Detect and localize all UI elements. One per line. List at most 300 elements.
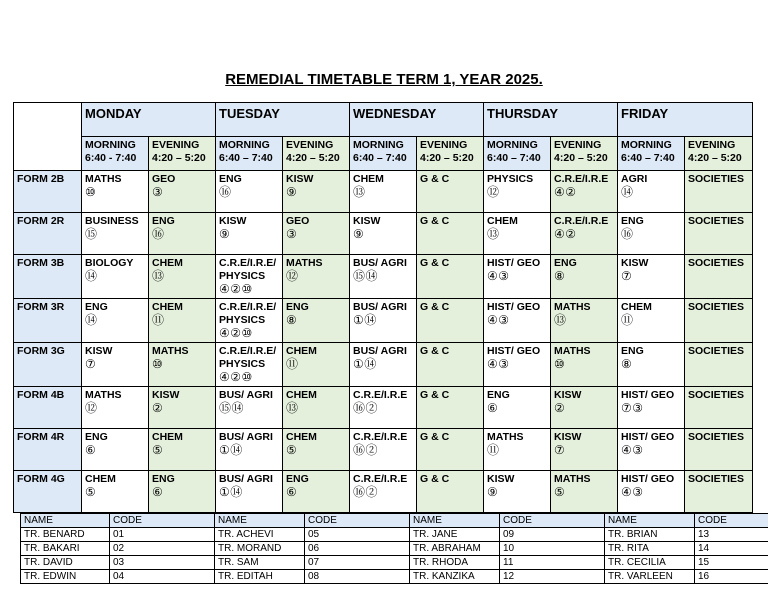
teacher-codes: ⑩ <box>554 357 566 371</box>
evening-lesson-cell <box>283 387 350 429</box>
timetable-row <box>14 471 753 513</box>
day-header-row <box>14 103 753 137</box>
teacher-codes: ⑮ <box>85 227 98 241</box>
legend-name-header: NAME <box>21 514 110 528</box>
morning-lesson-cell <box>618 471 685 513</box>
teacher-codes: ③ <box>286 227 298 241</box>
subject-name: SOCIETIES <box>688 473 745 485</box>
subject-name: C.R.E/I.R.E <box>353 473 408 485</box>
morning-time: 6:40 - 7:40 <box>85 152 137 164</box>
timetable-row <box>14 343 753 387</box>
timetable-row <box>14 255 753 299</box>
subject-name: SOCIETIES <box>688 389 745 401</box>
teacher-code: 14 <box>695 542 768 556</box>
morning-lesson-cell <box>82 213 149 255</box>
evening-lesson-cell <box>149 429 216 471</box>
teacher-codes: ⑥ <box>487 401 499 415</box>
morning-lesson-cell <box>350 343 417 387</box>
subject-name: PHYSICS <box>487 173 534 185</box>
subject-name: BUS/ AGRI <box>353 345 407 357</box>
teacher-codes: ⑬ <box>487 227 500 241</box>
morning-label: MORNING <box>621 139 672 151</box>
evening-lesson-cell <box>417 471 484 513</box>
teacher-codes: ⑪ <box>621 313 634 327</box>
subject-name: ENG <box>152 215 175 227</box>
subject-name: MATHS <box>85 173 122 185</box>
evening-lesson-cell <box>551 343 618 387</box>
evening-lesson-cell <box>551 213 618 255</box>
teacher-codes: ⑬ <box>353 185 366 199</box>
subject-name: ENG <box>554 257 577 269</box>
teacher-code: 13 <box>695 528 768 542</box>
evening-label: EVENING <box>554 139 602 151</box>
subject-name: HIST/ GEO <box>487 345 541 357</box>
teacher-code: 06 <box>305 542 410 556</box>
subject-name: G & C <box>420 173 450 185</box>
teacher-name: TR. BRIAN <box>605 528 695 542</box>
teacher-codes: ④②⑩ <box>219 370 253 384</box>
teacher-name: TR. EDITAH <box>215 570 305 584</box>
evening-lesson-cell <box>149 299 216 343</box>
day-thursday: THURSDAY <box>484 103 618 137</box>
evening-time: 4:20 – 5:20 <box>554 152 608 164</box>
morning-lesson-cell <box>618 429 685 471</box>
corner-cell <box>14 103 82 171</box>
legend-code-header: CODE <box>500 514 605 528</box>
subject-name: GEO <box>152 173 176 185</box>
evening-lesson-cell <box>417 171 484 213</box>
teacher-code: 01 <box>110 528 215 542</box>
morning-session-header <box>216 137 283 171</box>
subject-name: C.R.E/I.R.E <box>554 215 609 227</box>
day-friday: FRIDAY <box>618 103 753 137</box>
form-label: FORM 4G <box>14 471 82 513</box>
evening-lesson-cell <box>685 429 753 471</box>
teacher-codes: ⑯ <box>621 227 634 241</box>
morning-lesson-cell <box>82 429 149 471</box>
morning-lesson-cell <box>350 213 417 255</box>
evening-lesson-cell <box>149 213 216 255</box>
legend-header-row <box>21 514 768 528</box>
teacher-codes: ⑫ <box>286 269 299 283</box>
subject-name: G & C <box>420 389 450 401</box>
evening-lesson-cell <box>149 471 216 513</box>
morning-label: MORNING <box>85 139 136 151</box>
teacher-codes: ①⑭ <box>219 485 243 499</box>
session-header-row <box>14 137 753 171</box>
subject-name: G & C <box>420 473 450 485</box>
subject-name: G & C <box>420 431 450 443</box>
subject-name: C.R.E/I.R.E/ PHYSICS <box>219 301 277 326</box>
teacher-codes: ⑦③ <box>621 401 644 415</box>
morning-session-header <box>350 137 417 171</box>
teacher-codes: ④③ <box>487 357 510 371</box>
morning-session-header <box>618 137 685 171</box>
morning-lesson-cell <box>216 471 283 513</box>
evening-lesson-cell <box>149 387 216 429</box>
subject-name: MATHS <box>487 431 524 443</box>
subject-name: CHEM <box>286 431 317 443</box>
subject-name: SOCIETIES <box>688 345 745 357</box>
morning-lesson-cell <box>618 299 685 343</box>
morning-lesson-cell <box>350 387 417 429</box>
teacher-code: 15 <box>695 556 768 570</box>
teacher-code: 11 <box>500 556 605 570</box>
form-label: FORM 3B <box>14 255 82 299</box>
teacher-codes: ⑪ <box>152 313 165 327</box>
evening-lesson-cell <box>283 255 350 299</box>
teacher-codes: ⑩ <box>152 357 164 371</box>
teacher-name: TR. BENARD <box>21 528 110 542</box>
morning-lesson-cell <box>350 299 417 343</box>
evening-time: 4:20 – 5:20 <box>286 152 340 164</box>
subject-name: KISW <box>85 345 113 357</box>
teacher-codes: ④②⑩ <box>219 326 253 340</box>
timetable-row <box>14 429 753 471</box>
evening-lesson-cell <box>685 171 753 213</box>
subject-name: CHEM <box>152 301 183 313</box>
subject-name: HIST/ GEO <box>621 473 675 485</box>
teacher-codes: ⑯ <box>152 227 165 241</box>
teacher-codes: ⑯② <box>353 443 379 457</box>
teacher-name: TR. DAVID <box>21 556 110 570</box>
teacher-codes: ⑦ <box>621 269 633 283</box>
morning-lesson-cell <box>484 471 551 513</box>
subject-name: G & C <box>420 215 450 227</box>
teacher-codes: ④③ <box>487 269 510 283</box>
evening-lesson-cell <box>551 471 618 513</box>
teacher-code: 05 <box>305 528 410 542</box>
morning-lesson-cell <box>484 171 551 213</box>
teacher-name: TR. RHODA <box>410 556 500 570</box>
subject-name: SOCIETIES <box>688 173 745 185</box>
teacher-code: 03 <box>110 556 215 570</box>
teacher-codes: ④②⑩ <box>219 282 253 296</box>
legend-name-header: NAME <box>215 514 305 528</box>
teacher-codes: ④③ <box>621 443 644 457</box>
evening-lesson-cell <box>685 255 753 299</box>
subject-name: KISW <box>219 215 247 227</box>
teacher-codes: ⑯② <box>353 485 379 499</box>
morning-lesson-cell <box>484 213 551 255</box>
subject-name: BUS/ AGRI <box>219 389 273 401</box>
subject-name: G & C <box>420 345 450 357</box>
teacher-codes: ⑤ <box>286 443 298 457</box>
teacher-name: TR. ACHEVI <box>215 528 305 542</box>
morning-lesson-cell <box>82 343 149 387</box>
morning-time: 6:40 – 7:40 <box>219 152 273 164</box>
evening-lesson-cell <box>283 429 350 471</box>
teacher-codes: ⑧ <box>554 269 566 283</box>
evening-lesson-cell <box>685 299 753 343</box>
subject-name: C.R.E/I.R.E/ PHYSICS <box>219 345 277 370</box>
subject-name: GEO <box>286 215 310 227</box>
subject-name: KISW <box>152 389 180 401</box>
morning-lesson-cell <box>216 255 283 299</box>
morning-lesson-cell <box>484 255 551 299</box>
subject-name: ENG <box>219 173 242 185</box>
subject-name: MATHS <box>554 345 591 357</box>
teacher-codes: ⑯② <box>353 401 379 415</box>
teacher-codes: ③ <box>152 185 164 199</box>
teacher-code: 10 <box>500 542 605 556</box>
legend-row <box>21 570 768 584</box>
evening-lesson-cell <box>417 343 484 387</box>
subject-name: ENG <box>85 431 108 443</box>
teacher-codes: ⑯ <box>219 185 232 199</box>
morning-lesson-cell <box>216 429 283 471</box>
morning-time: 6:40 – 7:40 <box>353 152 407 164</box>
teacher-code: 08 <box>305 570 410 584</box>
evening-lesson-cell <box>685 343 753 387</box>
subject-name: MATHS <box>286 257 323 269</box>
subject-name: SOCIETIES <box>688 301 745 313</box>
subject-name: G & C <box>420 301 450 313</box>
morning-time: 6:40 – 7:40 <box>621 152 675 164</box>
subject-name: ENG <box>487 389 510 401</box>
timetable-row <box>14 213 753 255</box>
subject-name: KISW <box>621 257 649 269</box>
teacher-name: TR. KANZIKA <box>410 570 500 584</box>
subject-name: MATHS <box>554 473 591 485</box>
morning-session-header <box>82 137 149 171</box>
teacher-codes: ⑫ <box>487 185 500 199</box>
subject-name: ENG <box>152 473 175 485</box>
evening-time: 4:20 – 5:20 <box>420 152 474 164</box>
teacher-codes: ⑬ <box>554 313 567 327</box>
teacher-codes: ①⑭ <box>353 357 377 371</box>
subject-name: SOCIETIES <box>688 431 745 443</box>
teacher-codes: ⑭ <box>85 269 98 283</box>
form-label: FORM 4B <box>14 387 82 429</box>
legend-name-header: NAME <box>605 514 695 528</box>
evening-lesson-cell <box>417 299 484 343</box>
teacher-codes: ⑥ <box>85 443 97 457</box>
morning-lesson-cell <box>618 255 685 299</box>
teacher-codes: ⑪ <box>286 357 299 371</box>
subject-name: ENG <box>286 301 309 313</box>
evening-time: 4:20 – 5:20 <box>688 152 742 164</box>
evening-lesson-cell <box>685 387 753 429</box>
teacher-codes: ⑭ <box>85 313 98 327</box>
subject-name: C.R.E/I.R.E <box>554 173 609 185</box>
teacher-codes: ⑥ <box>152 485 164 499</box>
teacher-codes: ①⑭ <box>353 313 377 327</box>
teacher-codes: ⑨ <box>286 185 298 199</box>
evening-lesson-cell <box>551 429 618 471</box>
subject-name: SOCIETIES <box>688 215 745 227</box>
day-wednesday: WEDNESDAY <box>350 103 484 137</box>
subject-name: BUS/ AGRI <box>353 257 407 269</box>
teacher-name: TR. RITA <box>605 542 695 556</box>
morning-lesson-cell <box>484 429 551 471</box>
subject-name: KISW <box>554 389 582 401</box>
subject-name: MATHS <box>554 301 591 313</box>
subject-name: C.R.E/I.R.E <box>353 389 408 401</box>
teacher-codes: ② <box>152 401 164 415</box>
morning-lesson-cell <box>216 213 283 255</box>
teacher-name: TR. SAM <box>215 556 305 570</box>
teacher-codes: ④② <box>554 227 577 241</box>
timetable-row <box>14 299 753 343</box>
teacher-codes: ①⑭ <box>219 443 243 457</box>
teacher-codes: ⑤ <box>554 485 566 499</box>
teacher-codes: ④② <box>554 185 577 199</box>
timetable-row <box>14 387 753 429</box>
subject-name: CHEM <box>353 173 384 185</box>
legend-name-header: NAME <box>410 514 500 528</box>
teacher-codes: ⑨ <box>219 227 231 241</box>
evening-label: EVENING <box>688 139 736 151</box>
form-label: FORM 3G <box>14 343 82 387</box>
evening-lesson-cell <box>417 255 484 299</box>
evening-lesson-cell <box>283 343 350 387</box>
evening-lesson-cell <box>283 299 350 343</box>
teacher-code: 04 <box>110 570 215 584</box>
subject-name: C.R.E/I.R.E/ PHYSICS <box>219 257 277 282</box>
subject-name: CHEM <box>487 215 518 227</box>
teacher-name: TR. EDWIN <box>21 570 110 584</box>
morning-lesson-cell <box>216 343 283 387</box>
morning-lesson-cell <box>216 171 283 213</box>
morning-lesson-cell <box>82 471 149 513</box>
subject-name: ENG <box>621 215 644 227</box>
teacher-codes: ⑤ <box>152 443 164 457</box>
evening-lesson-cell <box>417 429 484 471</box>
legend-code-header: CODE <box>110 514 215 528</box>
teacher-name: TR. ABRAHAM <box>410 542 500 556</box>
teacher-codes: ⑮⑭ <box>353 269 379 283</box>
evening-lesson-cell <box>685 471 753 513</box>
teacher-codes: ⑬ <box>152 269 165 283</box>
teacher-codes: ⑦ <box>85 357 97 371</box>
morning-lesson-cell <box>216 299 283 343</box>
subject-name: HIST/ GEO <box>621 431 675 443</box>
evening-lesson-cell <box>685 213 753 255</box>
teacher-code-legend <box>20 513 768 584</box>
teacher-codes: ② <box>554 401 566 415</box>
subject-name: KISW <box>353 215 381 227</box>
teacher-name: TR. BAKARI <box>21 542 110 556</box>
morning-label: MORNING <box>219 139 270 151</box>
subject-name: ENG <box>621 345 644 357</box>
subject-name: BUS/ AGRI <box>219 473 273 485</box>
morning-lesson-cell <box>618 213 685 255</box>
teacher-code: 09 <box>500 528 605 542</box>
teacher-codes: ⑩ <box>85 185 97 199</box>
subject-name: ENG <box>85 301 108 313</box>
evening-session-header <box>283 137 350 171</box>
subject-name: KISW <box>487 473 515 485</box>
teacher-codes: ⑤ <box>85 485 97 499</box>
teacher-codes: ⑪ <box>487 443 500 457</box>
evening-lesson-cell <box>149 255 216 299</box>
evening-lesson-cell <box>149 171 216 213</box>
evening-label: EVENING <box>152 139 200 151</box>
morning-lesson-cell <box>82 299 149 343</box>
teacher-codes: ⑫ <box>85 401 98 415</box>
teacher-codes: ⑨ <box>487 485 499 499</box>
evening-lesson-cell <box>417 213 484 255</box>
evening-session-header <box>417 137 484 171</box>
legend-row <box>21 556 768 570</box>
timetable <box>13 102 753 513</box>
teacher-codes: ⑮⑭ <box>219 401 245 415</box>
subject-name: BUS/ AGRI <box>219 431 273 443</box>
legend-row <box>21 542 768 556</box>
subject-name: CHEM <box>152 257 183 269</box>
legend-code-header: CODE <box>305 514 410 528</box>
morning-lesson-cell <box>82 171 149 213</box>
subject-name: CHEM <box>286 345 317 357</box>
day-monday: MONDAY <box>82 103 216 137</box>
subject-name: C.R.E/I.R.E <box>353 431 408 443</box>
subject-name: HIST/ GEO <box>487 301 541 313</box>
teacher-codes: ⑨ <box>353 227 365 241</box>
form-label: FORM 4R <box>14 429 82 471</box>
subject-name: CHEM <box>286 389 317 401</box>
teacher-name: TR. JANE <box>410 528 500 542</box>
teacher-codes: ⑧ <box>286 313 298 327</box>
subject-name: HIST/ GEO <box>621 389 675 401</box>
morning-lesson-cell <box>484 343 551 387</box>
evening-lesson-cell <box>283 171 350 213</box>
teacher-name: TR. VARLEEN <box>605 570 695 584</box>
subject-name: HIST/ GEO <box>487 257 541 269</box>
timetable-row <box>14 171 753 213</box>
teacher-code: 07 <box>305 556 410 570</box>
evening-lesson-cell <box>551 299 618 343</box>
subject-name: BIOLOGY <box>85 257 134 269</box>
evening-session-header <box>149 137 216 171</box>
morning-lesson-cell <box>350 171 417 213</box>
subject-name: ENG <box>286 473 309 485</box>
form-label: FORM 2R <box>14 213 82 255</box>
morning-lesson-cell <box>350 429 417 471</box>
legend-row <box>21 528 768 542</box>
evening-label: EVENING <box>420 139 468 151</box>
teacher-code: 12 <box>500 570 605 584</box>
morning-lesson-cell <box>618 343 685 387</box>
subject-name: BUS/ AGRI <box>353 301 407 313</box>
subject-name: CHEM <box>85 473 116 485</box>
evening-lesson-cell <box>551 387 618 429</box>
evening-lesson-cell <box>283 213 350 255</box>
day-tuesday: TUESDAY <box>216 103 350 137</box>
morning-lesson-cell <box>484 387 551 429</box>
subject-name: MATHS <box>152 345 189 357</box>
evening-lesson-cell <box>551 171 618 213</box>
morning-lesson-cell <box>618 171 685 213</box>
evening-time: 4:20 – 5:20 <box>152 152 206 164</box>
teacher-codes: ④③ <box>621 485 644 499</box>
teacher-codes: ⑭ <box>621 185 634 199</box>
teacher-codes: ⑥ <box>286 485 298 499</box>
evening-label: EVENING <box>286 139 334 151</box>
form-label: FORM 2B <box>14 171 82 213</box>
subject-name: CHEM <box>621 301 652 313</box>
teacher-name: TR. CECILIA <box>605 556 695 570</box>
evening-lesson-cell <box>283 471 350 513</box>
morning-lesson-cell <box>618 387 685 429</box>
teacher-codes: ⑬ <box>286 401 299 415</box>
evening-lesson-cell <box>551 255 618 299</box>
teacher-code: 16 <box>695 570 768 584</box>
subject-name: SOCIETIES <box>688 257 745 269</box>
morning-lesson-cell <box>82 387 149 429</box>
morning-session-header <box>484 137 551 171</box>
page-title: REMEDIAL TIMETABLE TERM 1, YEAR 2025. <box>225 71 543 88</box>
